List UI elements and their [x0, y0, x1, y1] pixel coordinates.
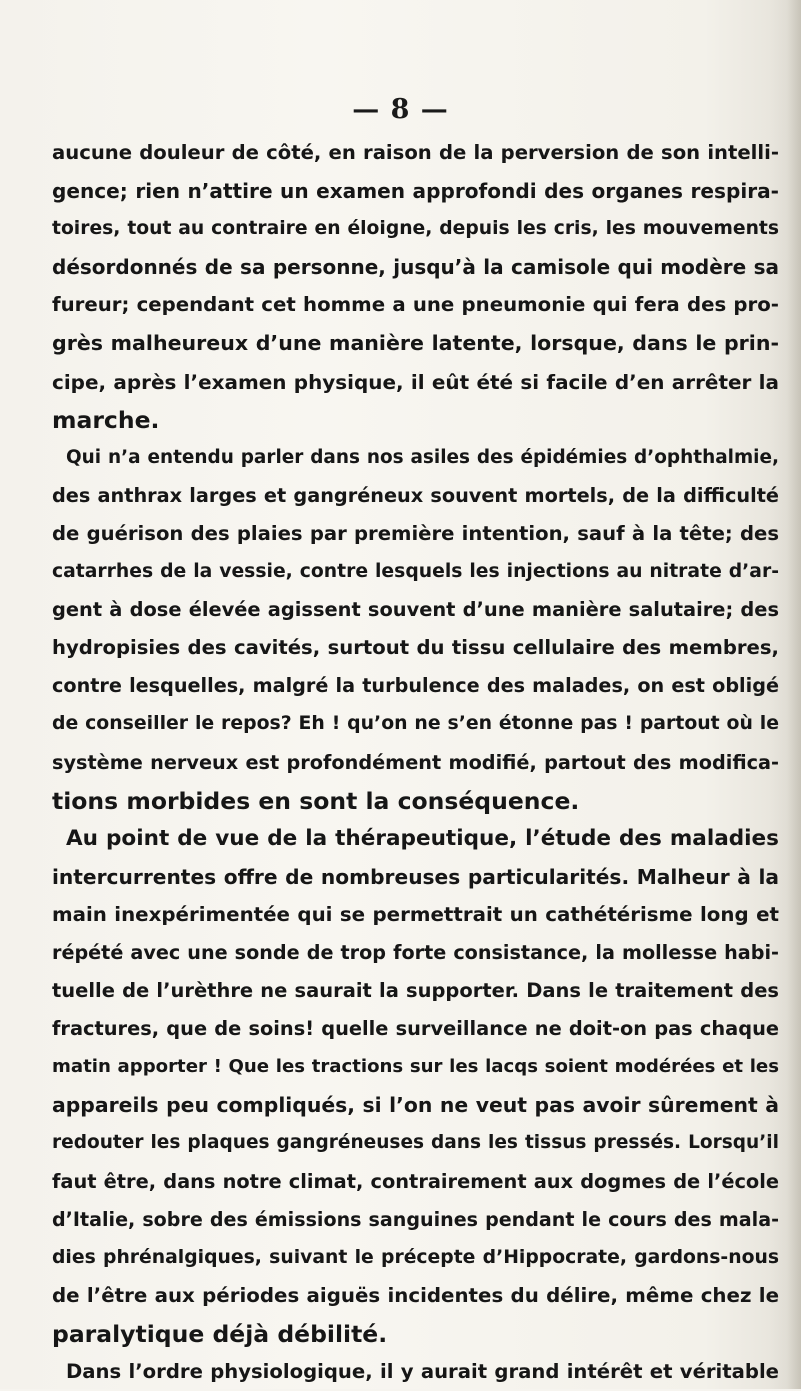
text-line: redouter les plaques gangréneuses dans les tissus pressés. Lorsqu’il [52, 1132, 779, 1154]
text-line: Qui n’a entendu parler dans nos asiles des épidémies d’ophthalmie, [66, 446, 779, 468]
text-line: d’Italie, sobre des émissions sanguines pendant le cours des mala- [52, 1208, 779, 1231]
text-line: contre lesquelles, malgré la turbulence des malades, on est obligé [52, 674, 779, 698]
text-line: intercurrentes offre de nombreuses particularités. Malheur à la [52, 864, 779, 889]
text-line: répété avec une sonde de trop forte consistance, la mollesse habi- [52, 940, 779, 964]
page-number: — 8 — [352, 94, 449, 125]
text-line: cipe, après l’examen physique, il eût été si facile d’en arrêter la [52, 369, 779, 394]
text-line: gence; rien n’attire un examen approfondi des organes respira- [52, 179, 779, 204]
text-line: catarrhes de la vessie, contre lesquels les injections au nitrate d’ar- [52, 561, 779, 583]
text-line: tions morbides en sont la conséquence. [52, 786, 580, 815]
text-line: de guérison des plaies par première intention, sauf à la tête; des [52, 521, 779, 545]
text-line: gent à dose élevée agissent souvent d’une manière salutaire; des [52, 598, 779, 622]
text-line: des anthrax larges et gangréneux souvent mortels, de la difficulté [52, 483, 779, 507]
body-text [52, 134, 779, 1391]
text-line: paralytique déjà débilité. [52, 1319, 388, 1348]
text-line: fureur; cependant cet homme a une pneumonie qui fera des pro- [52, 293, 779, 317]
text-line: toires, tout au contraire en éloigne, depuis les cris, les mouvements [52, 218, 779, 240]
text-line: hydropisies des cavités, surtout du tissu cellulaire des membres, [52, 636, 779, 660]
text-line: marche. [52, 405, 160, 434]
text-line: grès malheureux d’une manière latente, lorsque, dans le prin- [52, 331, 779, 356]
text-line: de conseiller le repos? Eh ! qu’on ne s’en étonne pas ! partout où le [52, 713, 779, 735]
page-edge-shadow [787, 0, 801, 1389]
text-line: dies phrénalgiques, suivant le précepte d’Hippocrate, gardons-nous [52, 1246, 779, 1268]
text-line: système nerveux est profondément modifié, partout des modifica- [52, 750, 779, 774]
text-line: tuelle de l’urèthre ne saurait la supporter. Dans le traitement des [52, 979, 779, 1003]
text-line: Au point de vue de la thérapeutique, l’étude des maladies [66, 825, 779, 851]
text-line: Dans l’ordre physiologique, il y aurait grand intérêt et véritable [66, 1360, 779, 1383]
text-line: main inexpérimentée qui se permettrait un cathétérisme long et [52, 902, 779, 926]
text-line: de l’être aux périodes aiguës incidentes du délire, même chez le [52, 1283, 779, 1307]
text-line: désordonnés de sa personne, jusqu’à la camisole qui modère sa [52, 255, 779, 280]
text-line: appareils peu compliqués, si l’on ne veut pas avoir sûrement à [52, 1093, 779, 1118]
text-line: fractures, que de soins! quelle surveillance ne doit-on pas chaque [52, 1017, 779, 1041]
text-line: matin apporter ! Que les tractions sur les lacqs soient modérées et les [52, 1056, 779, 1078]
text-line: faut être, dans notre climat, contrairement aux dogmes de l’école [52, 1169, 779, 1193]
text-line: aucune douleur de côté, en raison de la perversion de son intelli- [52, 141, 779, 164]
